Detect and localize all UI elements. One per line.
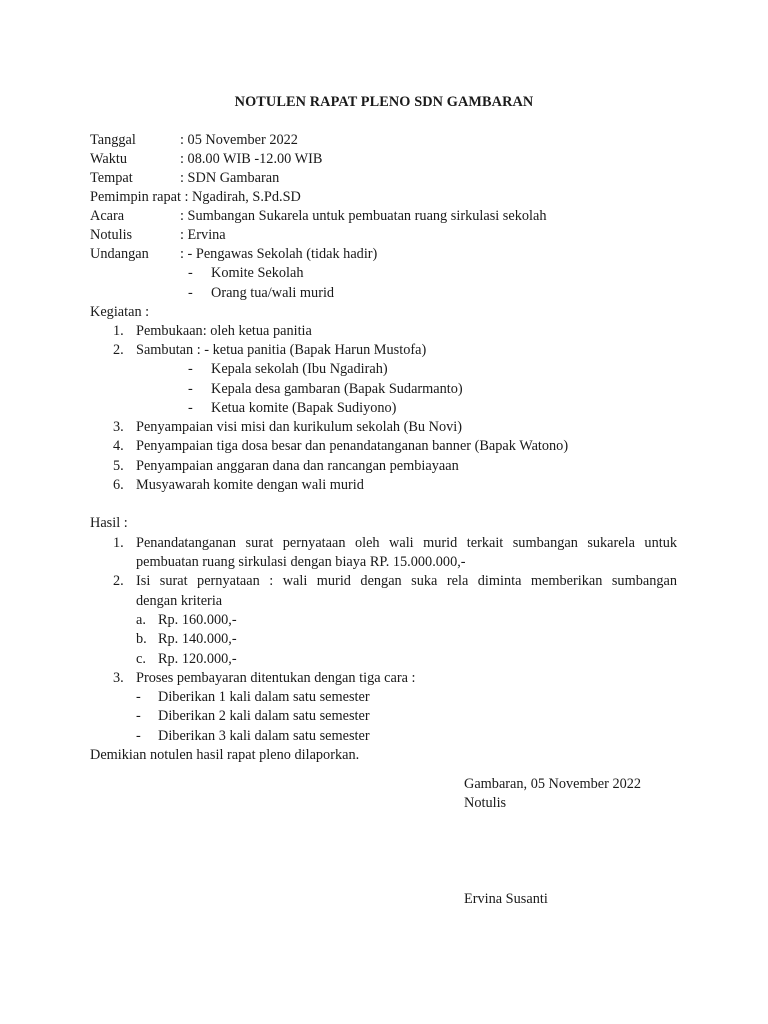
kegiatan-number: 5. [113, 458, 124, 474]
list-dash: - [188, 285, 193, 301]
list-dash: - [136, 689, 141, 705]
hasil-item-line: Isi surat pernyataan : wali murid dengan suka rela diminta memberikan sumbangan [136, 573, 677, 589]
acara-value: : Sumbangan Sukarela untuk pembuatan ruang sirkulasi sekolah [180, 208, 547, 224]
payment-option: Diberikan 2 kali dalam satu semester [158, 708, 370, 724]
sambutan-item: Kepala desa gambaran (Bapak Sudarmanto) [211, 381, 463, 397]
notulis-label: Notulis [90, 227, 133, 243]
tanggal-label: Tanggal [90, 132, 136, 148]
kegiatan-heading: Kegiatan : [90, 304, 150, 320]
kegiatan-item: Penyampaian anggaran dana dan rancangan pembiayaan [136, 458, 459, 474]
document-title: NOTULEN RAPAT PLENO SDN GAMBARAN [234, 94, 534, 110]
payment-option: Diberikan 3 kali dalam satu semester [158, 728, 370, 744]
option-amount: Rp. 120.000,- [158, 651, 237, 667]
list-dash: - [188, 361, 193, 377]
hasil-item-line: Proses pembayaran ditentukan dengan tiga cara : [136, 670, 416, 686]
hasil-number: 1. [113, 535, 124, 551]
hasil-item-line: pembuatan ruang sirkulasi dengan biaya RP. 15.000.000,- [136, 554, 466, 570]
kegiatan-number: 2. [113, 342, 124, 358]
undangan-value: : - Pengawas Sekolah (tidak hadir) [180, 246, 378, 262]
list-dash: - [188, 265, 193, 281]
list-dash: - [188, 400, 193, 416]
option-letter: c. [136, 651, 146, 667]
notulis-value: : Ervina [180, 227, 226, 243]
tempat-label: Tempat [90, 170, 133, 186]
list-dash: - [136, 708, 141, 724]
kegiatan-item: Penyampaian tiga dosa besar dan penandatanganan banner (Bapak Watono) [136, 438, 569, 454]
list-dash: - [188, 381, 193, 397]
undangan-label: Undangan [90, 246, 149, 262]
kegiatan-item: Pembukaan: oleh ketua panitia [136, 323, 312, 339]
kegiatan-item: Musyawarah komite dengan wali murid [136, 477, 364, 493]
sambutan-item: Kepala sekolah (Ibu Ngadirah) [211, 361, 388, 377]
option-letter: a. [136, 612, 146, 628]
kegiatan-number: 6. [113, 477, 124, 493]
option-amount: Rp. 160.000,- [158, 612, 237, 628]
kegiatan-item: Sambutan : - ketua panitia (Bapak Harun Mustofa) [136, 342, 427, 358]
closing-statement: Demikian notulen hasil rapat pleno dilaporkan. [90, 747, 360, 763]
tempat-value: : SDN Gambaran [180, 170, 280, 186]
tanggal-value: : 05 November 2022 [180, 132, 298, 148]
signature-place-date: Gambaran, 05 November 2022 [464, 776, 642, 792]
kegiatan-number: 3. [113, 419, 124, 435]
hasil-item-line: dengan kriteria [136, 593, 223, 609]
pemimpin-rapat: Pemimpin rapat : Ngadirah, S.Pd.SD [90, 189, 301, 205]
kegiatan-number: 1. [113, 323, 124, 339]
undangan-item: Orang tua/wali murid [211, 285, 335, 301]
waktu-value: : 08.00 WIB -12.00 WIB [180, 151, 323, 167]
payment-option: Diberikan 1 kali dalam satu semester [158, 689, 370, 705]
waktu-label: Waktu [90, 151, 127, 167]
hasil-number: 3. [113, 670, 124, 686]
kegiatan-item: Penyampaian visi misi dan kurikulum sekolah (Bu Novi) [136, 419, 463, 435]
hasil-heading: Hasil : [90, 515, 128, 531]
undangan-item: Komite Sekolah [211, 265, 304, 281]
signature-name: Ervina Susanti [464, 891, 548, 907]
sambutan-item: Ketua komite (Bapak Sudiyono) [211, 400, 397, 416]
hasil-number: 2. [113, 573, 124, 589]
signature-role: Notulis [464, 795, 507, 811]
option-letter: b. [136, 631, 147, 647]
option-amount: Rp. 140.000,- [158, 631, 237, 647]
kegiatan-number: 4. [113, 438, 124, 454]
hasil-item-line: Penandatanganan surat pernyataan oleh wali murid terkait sumbangan sukarela untuk [136, 535, 677, 551]
list-dash: - [136, 728, 141, 744]
acara-label: Acara [90, 208, 125, 224]
